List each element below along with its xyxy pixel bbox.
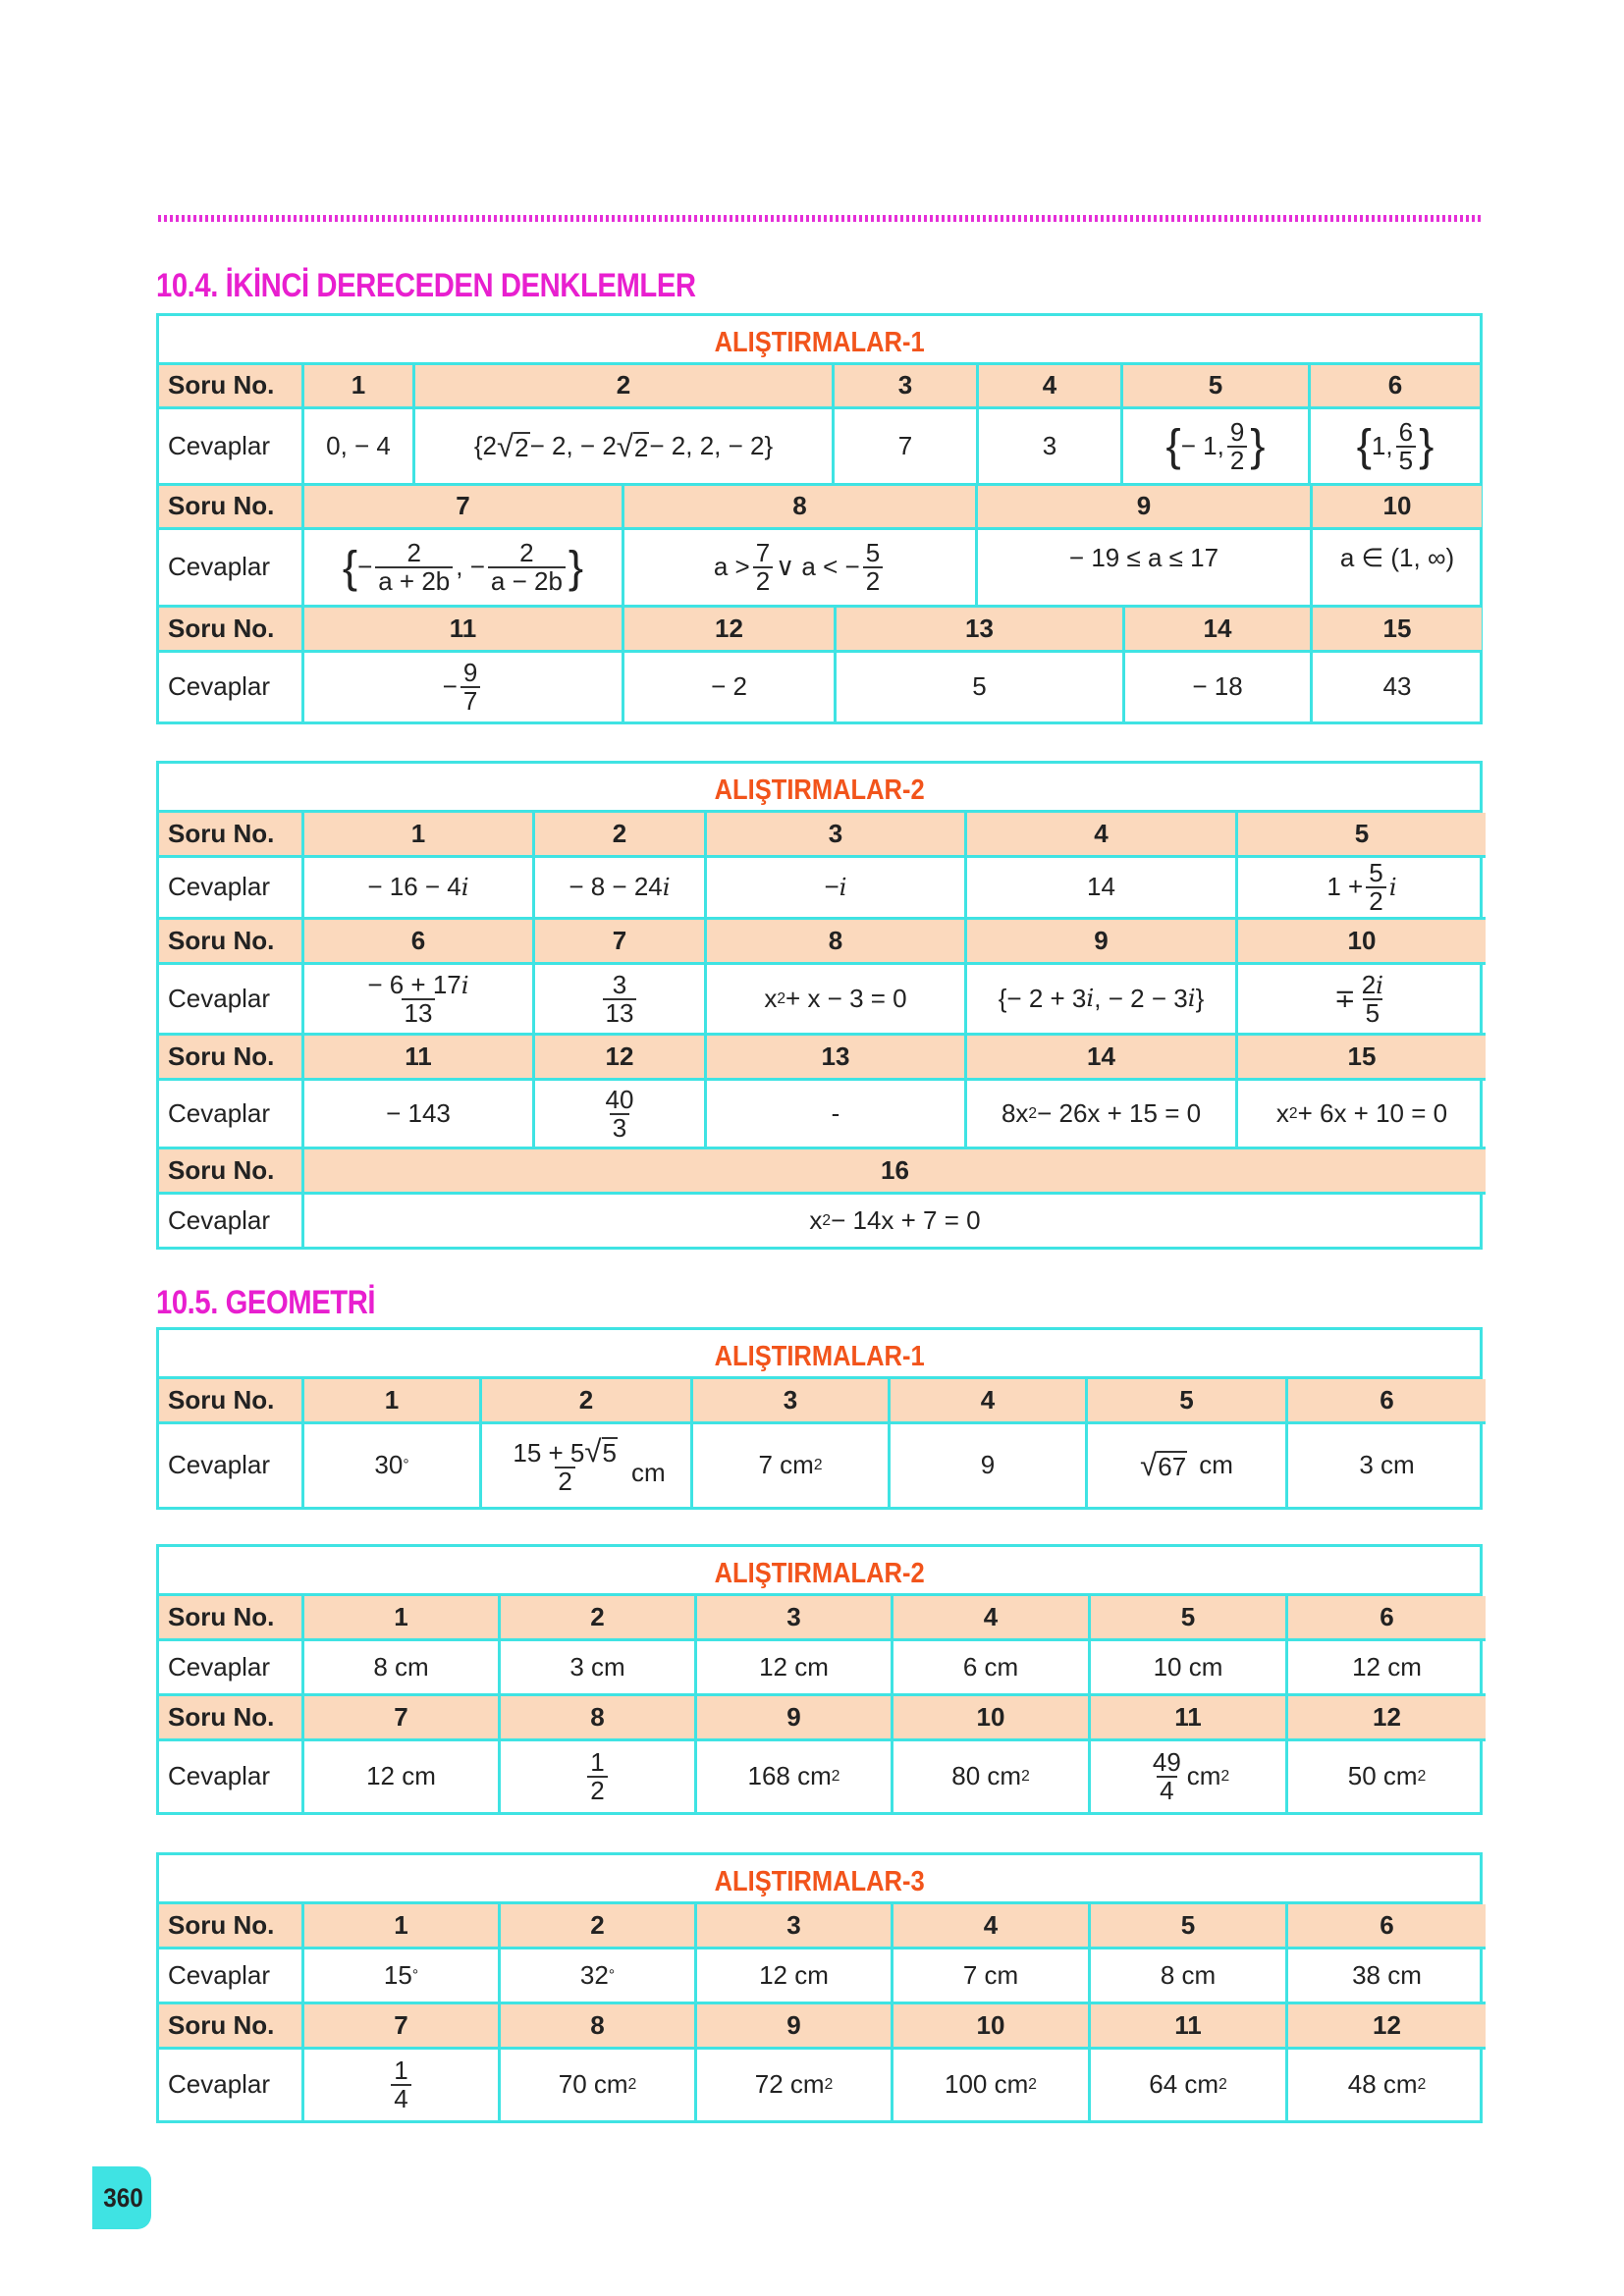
page-number: 360 xyxy=(103,2182,143,2213)
answer-text: 100 cm xyxy=(945,2069,1029,2100)
answer-cell: 7 xyxy=(835,409,979,486)
question-number: 4 xyxy=(979,365,1123,409)
answer-cell: 100 cm 2 xyxy=(893,2050,1091,2120)
answer-text: − 1, xyxy=(1180,430,1224,460)
question-number: 8 xyxy=(501,1696,697,1741)
answer-cell: 3 cm xyxy=(501,1641,697,1696)
imaginary-unit: i xyxy=(839,872,847,901)
table-alistirmalar-1-denklemler xyxy=(156,313,1483,724)
fraction: $\frac{5}{2}$ xyxy=(1366,860,1385,914)
answer-text: 32 xyxy=(579,1959,609,1990)
question-number: 9 xyxy=(697,1696,893,1741)
question-number: 6 xyxy=(1288,1379,1486,1424)
fraction: 3 13 xyxy=(603,972,637,1026)
question-number: 15 xyxy=(1238,1036,1486,1081)
question-number: 5 xyxy=(1091,1596,1288,1641)
question-number: 12 xyxy=(1288,1696,1486,1741)
answer-cell xyxy=(1088,1424,1288,1507)
answer-text: ∓ xyxy=(1333,983,1356,1013)
answer-cell: 168 cm 2 xyxy=(697,1741,893,1812)
question-number: 8 xyxy=(707,920,967,965)
fraction: − 6 + 17i 13 xyxy=(367,969,469,1028)
fraction: 2i 5 xyxy=(1361,969,1384,1028)
answer-text: 2 xyxy=(482,430,497,460)
answer-cell xyxy=(501,1741,697,1812)
answer-cell xyxy=(304,858,535,920)
question-number: 6 xyxy=(1288,1904,1486,1949)
question-number: 4 xyxy=(891,1379,1088,1424)
answer-cell: 12 cm xyxy=(1288,1641,1486,1696)
answer-cell: 43 xyxy=(1382,671,1412,702)
answer-text: − 8 − 24 xyxy=(568,872,663,902)
answer-text: 1, xyxy=(1371,430,1393,460)
question-number: 3 xyxy=(707,813,967,858)
fraction: 1 4 xyxy=(391,2057,410,2111)
question-number: 12 xyxy=(624,608,837,653)
question-number: 5 xyxy=(1238,813,1486,858)
imaginary-unit: i xyxy=(1388,872,1397,901)
question-number: 6 xyxy=(304,920,535,965)
answer-cell: 8 cm xyxy=(304,1641,501,1696)
answer-cell: − 143 xyxy=(304,1081,535,1149)
table-alistirmalar-3-geometri xyxy=(156,1852,1483,2123)
table-title: ALIŞTIRMALAR-1 xyxy=(159,316,1480,365)
fraction: $\frac{2}{a - 2b}$ xyxy=(488,540,566,594)
question-number: 10 xyxy=(1238,920,1486,965)
answer-cell: 6 cm xyxy=(893,1641,1091,1696)
imaginary-unit: i xyxy=(460,872,469,901)
answer-text: − xyxy=(442,671,458,702)
question-number: 11 xyxy=(304,1036,535,1081)
fraction: 7 2 xyxy=(753,540,773,594)
answer-cell: a ∈ (1, ∞) xyxy=(1313,530,1482,608)
answer-cell: 38 cm xyxy=(1288,1949,1486,2004)
question-number: 12 xyxy=(535,1036,707,1081)
answer-cell: 5 xyxy=(837,653,1125,721)
answer-cell xyxy=(482,1424,693,1507)
answer-cell xyxy=(304,2050,501,2120)
soru-no-label: Soru No. xyxy=(159,486,304,530)
answer-text: x xyxy=(764,983,778,1013)
section-title-10-5: 10.5. GEOMETRİ xyxy=(156,1284,376,1321)
question-number: 4 xyxy=(893,1904,1091,1949)
question-number: 1 xyxy=(304,1379,482,1424)
answer-cell: 12 cm xyxy=(697,1641,893,1696)
fraction: 15 + 5 √ 5 2 xyxy=(513,1434,617,1497)
question-number: 2 xyxy=(415,365,835,409)
question-number: 10 xyxy=(893,1696,1091,1741)
answer-cell xyxy=(707,858,967,920)
fraction: 9 2 xyxy=(1227,419,1247,473)
question-number: 4 xyxy=(893,1596,1091,1641)
answer-cell xyxy=(1238,858,1486,920)
unit-text: cm xyxy=(1199,1450,1233,1480)
question-number: 4 xyxy=(967,813,1238,858)
answer-cell: 10 cm xyxy=(1091,1641,1288,1696)
fraction: 40 3 xyxy=(605,1084,634,1143)
answer-cell: x 2 + 6x + 10 = 0 xyxy=(1238,1081,1486,1149)
answer-cell xyxy=(535,858,707,920)
answer-cell xyxy=(304,653,624,721)
soru-no-label: Soru No. xyxy=(159,1149,304,1195)
question-number: 7 xyxy=(304,1696,501,1741)
answer-cell xyxy=(535,1081,707,1149)
answer-cell: − 2 xyxy=(624,653,837,721)
question-number: 1 xyxy=(304,365,415,409)
fraction: 1 2 xyxy=(587,1749,607,1803)
question-number: 1 xyxy=(304,1596,501,1641)
cevaplar-label: Cevaplar xyxy=(159,1949,304,2004)
table-title: ALIŞTIRMALAR-3 xyxy=(159,1855,1480,1904)
question-number: 10 xyxy=(1313,486,1482,530)
soru-no-label: Soru No. xyxy=(159,1696,304,1741)
table-alistirmalar-2-denklemler xyxy=(156,761,1483,1250)
answer-text: 168 cm xyxy=(747,1761,832,1791)
answer-cell: 7 cm 2 xyxy=(693,1424,891,1507)
answer-cell: 14 xyxy=(967,858,1238,920)
question-number: 10 xyxy=(893,2004,1091,2050)
question-number: 15 xyxy=(1313,608,1482,653)
answer-text: a > xyxy=(713,552,750,582)
question-number: 2 xyxy=(535,813,707,858)
answer-cell: { − 1, 9 2 } xyxy=(1123,409,1311,486)
soru-no-label: Soru No. xyxy=(159,365,304,409)
answer-cell: 49 4 cm 2 xyxy=(1091,1741,1288,1812)
question-number: 2 xyxy=(482,1379,693,1424)
answer-text: x xyxy=(1275,1097,1289,1128)
brace-close: } xyxy=(764,430,774,460)
question-number: 7 xyxy=(535,920,707,965)
question-number: 7 xyxy=(304,2004,501,2050)
answer-cell: 64 cm 2 xyxy=(1091,2050,1288,2120)
sqrt-expression: √ 2 xyxy=(616,428,649,463)
sqrt-expression: √ 2 xyxy=(497,428,529,463)
question-number: 11 xyxy=(1091,1696,1288,1741)
question-number: 2 xyxy=(501,1904,697,1949)
answer-text: + x − 3 = 0 xyxy=(785,983,907,1013)
soru-no-label: Soru No. xyxy=(159,1904,304,1949)
soru-no-label: Soru No. xyxy=(159,1379,304,1424)
answer-text: 7 cm xyxy=(758,1450,814,1480)
answer-cell: 15 ° xyxy=(304,1949,501,2004)
page-number-tab xyxy=(92,2166,151,2229)
answer-cell xyxy=(415,409,835,486)
table-title: ALIŞTIRMALAR-2 xyxy=(159,1547,1480,1596)
answer-cell: 7 cm xyxy=(893,1949,1091,2004)
answer-cell: 30 ° xyxy=(304,1424,482,1507)
question-number: 5 xyxy=(1088,1379,1288,1424)
cevaplar-label: Cevaplar xyxy=(159,409,304,486)
answer-text: 72 cm xyxy=(754,2069,825,2100)
fraction: 49 4 xyxy=(1152,1747,1181,1805)
answer-cell xyxy=(624,530,978,608)
soru-no-label: Soru No. xyxy=(159,608,304,653)
answer-text: 50 cm xyxy=(1347,1761,1418,1791)
answer-text: − 16 − 4 xyxy=(367,872,461,902)
cevaplar-label: Cevaplar xyxy=(159,858,304,920)
answer-text: 8x xyxy=(1001,1097,1029,1128)
cevaplar-label: Cevaplar xyxy=(159,1741,304,1812)
cevaplar-label: Cevaplar xyxy=(159,1641,304,1696)
question-number: 9 xyxy=(978,486,1313,530)
question-number: 8 xyxy=(501,2004,697,2050)
unit-text: cm xyxy=(1186,1761,1221,1791)
answer-cell xyxy=(1238,965,1486,1036)
question-number: 9 xyxy=(967,920,1238,965)
fraction: $\frac{9}{7}$ xyxy=(460,660,480,714)
answer-text: − 26x + 15 = 0 xyxy=(1037,1097,1202,1128)
answer-cell: − 18 xyxy=(1125,653,1313,721)
question-number: 8 xyxy=(624,486,978,530)
answer-cell: − 19 ≤ a ≤ 17 xyxy=(978,530,1313,608)
question-number: 7 xyxy=(304,486,624,530)
table-title: ALIŞTIRMALAR-1 xyxy=(159,1330,1480,1379)
cevaplar-label: Cevaplar xyxy=(159,1195,304,1247)
answer-cell: - xyxy=(707,1081,967,1149)
answer-text: x xyxy=(809,1204,823,1235)
radicand: 2 xyxy=(514,432,529,462)
cevaplar-label: Cevaplar xyxy=(159,530,304,608)
answer-cell: 70 cm 2 xyxy=(501,2050,697,2120)
fraction: $\frac{2}{a + 2b}$ xyxy=(375,540,453,594)
question-number: 3 xyxy=(697,1596,893,1641)
answer-text: + 6x + 10 = 0 xyxy=(1297,1097,1448,1128)
cevaplar-label: Cevaplar xyxy=(159,965,304,1036)
soru-no-label: Soru No. xyxy=(159,1036,304,1081)
question-number: 6 xyxy=(1311,365,1480,409)
table-alistirmalar-1-geometri xyxy=(156,1327,1483,1510)
cevaplar-label: Cevaplar xyxy=(159,1081,304,1149)
question-number: 16 xyxy=(304,1149,1486,1195)
question-number: 1 xyxy=(304,1904,501,1949)
answer-cell: 72 cm 2 xyxy=(697,2050,893,2120)
brace-open: { xyxy=(473,430,483,460)
fraction: $\frac{5}{2}$ xyxy=(863,540,883,594)
answer-text: 70 cm xyxy=(558,2069,628,2100)
soru-no-label: Soru No. xyxy=(159,2004,304,2050)
answer-cell: 12 cm xyxy=(697,1949,893,2004)
answer-text: , − 2 − 3 xyxy=(1094,983,1188,1013)
answer-cell: 9 xyxy=(891,1424,1088,1507)
answer-text: , − xyxy=(456,552,485,582)
answer-text: 30 xyxy=(374,1450,404,1480)
answer-cell: 0, − 4 xyxy=(304,409,415,486)
cevaplar-label: Cevaplar xyxy=(159,2050,304,2120)
cevaplar-label: Cevaplar xyxy=(159,1424,304,1507)
question-number: 9 xyxy=(697,2004,893,2050)
answer-cell: 12 cm xyxy=(304,1741,501,1812)
question-number: 1 xyxy=(304,813,535,858)
answer-cell: x 2 + x − 3 = 0 xyxy=(707,965,967,1036)
question-number: 3 xyxy=(693,1379,891,1424)
cevaplar-label: Cevaplar xyxy=(159,653,304,721)
soru-no-label: Soru No. xyxy=(159,1596,304,1641)
answer-cell: 8x 2 − 26x + 15 = 0 xyxy=(967,1081,1238,1149)
question-number: 11 xyxy=(304,608,624,653)
radicand: 2 xyxy=(633,432,649,462)
sqrt-expression: √ 67 xyxy=(1140,1448,1187,1483)
table-title: ALIŞTIRMALAR-2 xyxy=(159,764,1480,813)
answer-text: 1 + xyxy=(1326,872,1364,902)
imaginary-unit: i xyxy=(1187,984,1196,1013)
answer-cell: { 1, 6 5 } xyxy=(1311,409,1480,486)
answer-text: − 14x + 7 = 0 xyxy=(831,1204,981,1235)
answer-text: 64 cm xyxy=(1149,2069,1219,2100)
answer-cell: 80 cm 2 xyxy=(893,1741,1091,1812)
question-number: 12 xyxy=(1288,2004,1486,2050)
answer-text: − xyxy=(357,552,373,582)
answer-cell: 8 cm xyxy=(1091,1949,1288,2004)
answer-cell xyxy=(304,965,535,1036)
imaginary-unit: i xyxy=(662,872,671,901)
answer-text: − xyxy=(824,872,839,902)
answer-text: ∨ a < − xyxy=(776,552,860,582)
answer-cell xyxy=(535,965,707,1036)
answer-cell: 32 ° xyxy=(501,1949,697,2004)
question-number: 13 xyxy=(707,1036,967,1081)
fraction: 6 5 xyxy=(1396,419,1416,473)
answer-text: − 2, 2, − 2 xyxy=(649,430,765,460)
question-number: 2 xyxy=(501,1596,697,1641)
dotted-divider xyxy=(158,215,1482,222)
question-number: 6 xyxy=(1288,1596,1486,1641)
answer-cell: 3 xyxy=(979,409,1123,486)
question-number: 3 xyxy=(835,365,979,409)
answer-text: − 2 + 3 xyxy=(1006,983,1087,1013)
answer-text: 48 cm xyxy=(1347,2069,1418,2100)
answer-cell: { − 2 + 3 i , − 2 − 3 i } xyxy=(967,965,1238,1036)
soru-no-label: Soru No. xyxy=(159,920,304,965)
answer-text: − 2, − 2 xyxy=(529,430,617,460)
question-number: 13 xyxy=(837,608,1125,653)
answer-text: 80 cm xyxy=(951,1761,1022,1791)
question-number: 5 xyxy=(1091,1904,1288,1949)
imaginary-unit: i xyxy=(1086,984,1095,1013)
answer-cell: x 2 − 14x + 7 = 0 xyxy=(809,1204,981,1235)
answer-cell: 48 cm 2 xyxy=(1347,2069,1427,2100)
answer-text: 15 xyxy=(383,1959,412,1990)
table-alistirmalar-2-geometri xyxy=(156,1544,1483,1815)
question-number: 11 xyxy=(1091,2004,1288,2050)
answer-cell: { − $\frac{2}{a + 2b}$ , − $\frac{2}{a - 2b}$ } xyxy=(304,530,624,608)
soru-no-label: Soru No. xyxy=(159,813,304,858)
question-number: 14 xyxy=(1125,608,1313,653)
answer-cell: 50 cm 2 xyxy=(1347,1761,1427,1791)
answer-cell: 3 cm xyxy=(1359,1450,1415,1480)
section-title-10-4: 10.4. İKİNCİ DERECEDEN DENKLEMLER xyxy=(156,267,696,304)
question-number: 3 xyxy=(697,1904,893,1949)
unit-text: cm xyxy=(630,1458,666,1488)
question-number: 5 xyxy=(1123,365,1311,409)
question-number: 14 xyxy=(967,1036,1238,1081)
